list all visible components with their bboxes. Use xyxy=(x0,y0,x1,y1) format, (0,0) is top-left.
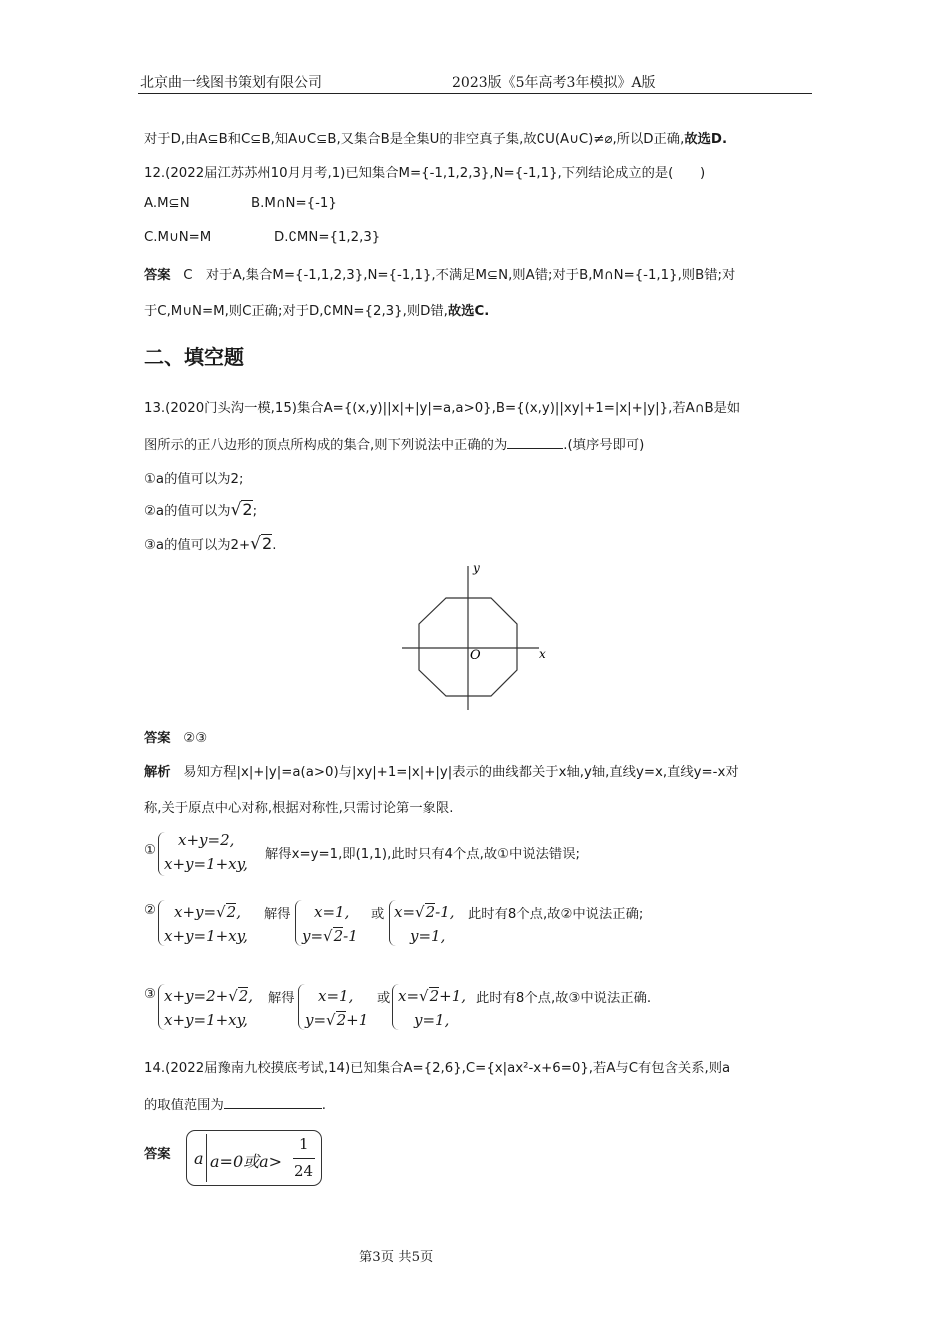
case3-solution2-sqrt-arg: 2 xyxy=(429,987,440,1005)
case2-solution2-sqrt-arg: 2 xyxy=(425,903,436,921)
case3-solution1-y-post: +1 xyxy=(346,1011,369,1029)
case3-solution1-y-pre: y= xyxy=(305,1011,327,1029)
origin-label: O xyxy=(470,648,481,663)
x-axis-label: x xyxy=(539,647,546,661)
q13-item-1: ①a的值可以为2; xyxy=(144,472,244,487)
q13-stem-line2-end: .(填序号即可) xyxy=(563,438,645,453)
sqrt-icon: √ xyxy=(250,534,261,554)
q12-answer-text: C 对于A,集合M={-1,1,2,3},N={-1,1},不满足M⊆N,则A错;对于B,M∩N={-1,1},则B错;对 xyxy=(183,268,736,283)
q14-answer-label xyxy=(144,1143,171,1162)
q13-item-3-end: . xyxy=(272,538,277,553)
case2-solution2-x-post: -1, xyxy=(435,903,455,921)
q13-answer-text: ②③ xyxy=(183,731,208,746)
q12-stem: 12.(2022届江苏苏州10月月考,1)已知集合M={-1,1,2,3},N={-1,1},下列结论成立的是( ) xyxy=(144,166,706,181)
q14-stem-line2 xyxy=(144,1094,326,1113)
octagon-figure xyxy=(398,562,558,712)
q14-fraction-bar xyxy=(293,1158,315,1159)
case2-eq1-text: x+y= xyxy=(174,903,217,921)
q13-item-3-text: ③a的值可以为2+ xyxy=(144,538,251,553)
q13-answer-blank xyxy=(507,448,563,449)
case3-number: ③ xyxy=(144,987,156,1002)
q12-answer-line2 xyxy=(144,300,489,319)
q14-answer-blank xyxy=(224,1108,322,1109)
q13-item-2 xyxy=(144,500,257,520)
case3-eq2: x+y=1+xy, xyxy=(164,1011,248,1029)
q14-stem-line2-text: 的取值范围为 xyxy=(144,1098,224,1113)
q13-stem-line2 xyxy=(144,434,644,453)
q11-tail-end: 故选D. xyxy=(684,132,728,147)
case1-text: 解得x=y=1,即(1,1),此时只有4个点,故①中说法错误; xyxy=(265,847,580,862)
case3-solve-label: 解得 xyxy=(268,991,295,1006)
sqrt-icon: √ xyxy=(228,987,238,1005)
case2-text: 此时有8个点,故②中说法正确; xyxy=(468,907,644,922)
sqrt-icon: √ xyxy=(419,987,429,1005)
q12-answer-end: 故选C. xyxy=(447,304,490,319)
q14-set-bar xyxy=(206,1134,207,1182)
case2-eq1-end: , xyxy=(236,903,241,921)
q14-answer-condition: a=0或a> xyxy=(210,1152,283,1171)
case3-solution2-x-pre: x= xyxy=(398,987,420,1005)
sqrt-icon: √ xyxy=(323,927,333,945)
header-rule xyxy=(138,93,812,94)
case3-eq1-text: x+y=2+ xyxy=(164,987,229,1005)
y-axis-label: y xyxy=(473,562,480,575)
q12-answer xyxy=(144,264,735,283)
q13-item-2-sqrt-arg: 2 xyxy=(242,500,253,519)
case2-solve-label: 解得 xyxy=(264,907,291,922)
q12-option-a: A.M⊆N xyxy=(144,196,190,211)
case2-solution2-x-pre: x= xyxy=(394,903,416,921)
q14-fraction-denominator: 24 xyxy=(294,1162,314,1180)
q12-option-b: B.M∩N={-1} xyxy=(251,196,337,211)
case3-eq1-sqrt-arg: 2 xyxy=(238,987,249,1005)
case3-solution1-x: x=1, xyxy=(318,987,354,1005)
case2-solution1-y xyxy=(302,927,358,945)
q12-answer-label: 答案 xyxy=(144,268,171,283)
case3-text: 此时有8个点,故③中说法正确. xyxy=(476,991,652,1006)
case3-solution2-x xyxy=(398,987,466,1005)
q13-answer xyxy=(144,727,207,746)
case1-eq1: x+y=2, xyxy=(178,831,235,849)
case2-solution1-brace xyxy=(295,900,302,946)
page-footer: 第3页 共5页 xyxy=(359,1250,434,1265)
q13-stem-line1: 13.(2020门头沟一模,15)集合A={(x,y)||x|+|y|=a,a>0},B={(x,y)||xy|+1=|x|+|y|},若A∩B是如 xyxy=(144,401,741,416)
case2-solution1-y-pre: y= xyxy=(302,927,324,945)
header-publisher: 北京曲一线图书策划有限公司 xyxy=(140,75,322,91)
case3-solution2-x-post: +1, xyxy=(439,987,467,1005)
case3-solution1-sqrt-arg: 2 xyxy=(336,1011,347,1029)
q12-option-d: D.∁MN={1,2,3} xyxy=(274,230,381,245)
q13-analysis-line1 xyxy=(144,761,739,780)
case2-eq1-sqrt-arg: 2 xyxy=(226,903,237,921)
q13-answer-label: 答案 xyxy=(144,731,171,746)
q14-stem-line2-end: . xyxy=(321,1098,327,1113)
case1-eq2: x+y=1+xy, xyxy=(164,855,248,873)
q13-analysis-label: 解析 xyxy=(144,765,171,780)
case2-eq1 xyxy=(174,903,241,921)
q13-analysis-line2: 称,关于原点中心对称,根据对称性,只需讨论第一象限. xyxy=(144,801,454,816)
case2-solution2-x xyxy=(394,903,455,921)
q13-item-3 xyxy=(144,534,276,554)
q14-answer-label-text: 答案 xyxy=(144,1147,171,1162)
q11-tail xyxy=(144,128,727,147)
case3-solution1-brace xyxy=(298,984,305,1030)
q12-answer-line2-text: 于C,M∪N=M,则C正确;对于D,∁MN={2,3},则D错, xyxy=(144,304,448,319)
case3-eq1-end: , xyxy=(248,987,254,1005)
q13-item-2-end: ; xyxy=(252,504,258,519)
case3-or: 或 xyxy=(377,991,391,1006)
case3-solution2-y: y=1, xyxy=(414,1011,450,1029)
q12-option-c: C.M∪N=M xyxy=(144,230,212,245)
case1-number: ① xyxy=(144,843,156,858)
case2-eq2: x+y=1+xy, xyxy=(164,927,248,945)
section-title: 二、填空题 xyxy=(144,345,244,369)
case2-or: 或 xyxy=(371,907,385,922)
sqrt-icon: √ xyxy=(230,500,242,520)
sqrt-icon: √ xyxy=(415,903,425,921)
q14-answer-var: a xyxy=(194,1149,204,1168)
q11-tail-text: 对于D,由A⊆B和C⊆B,知A∪C⊆B,又集合B是全集U的非空真子集,故∁U(A∪C)≠⌀,所以D正确, xyxy=(144,132,685,147)
sqrt-icon: √ xyxy=(326,1011,336,1029)
q13-stem-line2-text: 图所示的正八边形的顶点所构成的集合,则下列说法中正确的为 xyxy=(144,438,508,453)
case2-solution1-sqrt-arg: 2 xyxy=(333,927,344,945)
q13-item-3-sqrt-arg: 2 xyxy=(262,534,273,553)
case3-eq1 xyxy=(164,987,253,1005)
header-book-title: 2023版《5年高考3年模拟》A版 xyxy=(452,75,656,91)
case2-solution1-y-post: -1 xyxy=(343,927,358,945)
case2-number: ② xyxy=(144,903,156,918)
sqrt-icon: √ xyxy=(216,903,226,921)
case2-solution2-y: y=1, xyxy=(410,927,446,945)
q14-stem-line1: 14.(2022届豫南九校摸底考试,14)已知集合A={2,6},C={x|ax²-x+6=0},若A与C有包含关系,则a xyxy=(144,1061,731,1076)
case3-solution1-y xyxy=(305,1011,368,1029)
q14-fraction-numerator: 1 xyxy=(299,1135,309,1153)
q13-item-2-text: ②a的值可以为 xyxy=(144,504,231,519)
case2-solution1-x: x=1, xyxy=(314,903,350,921)
q13-analysis-text: 易知方程|x|+|y|=a(a>0)与|xy|+1=|x|+|y|表示的曲线都关于x轴,y轴,直线y=x,直线y=-x对 xyxy=(183,765,739,780)
